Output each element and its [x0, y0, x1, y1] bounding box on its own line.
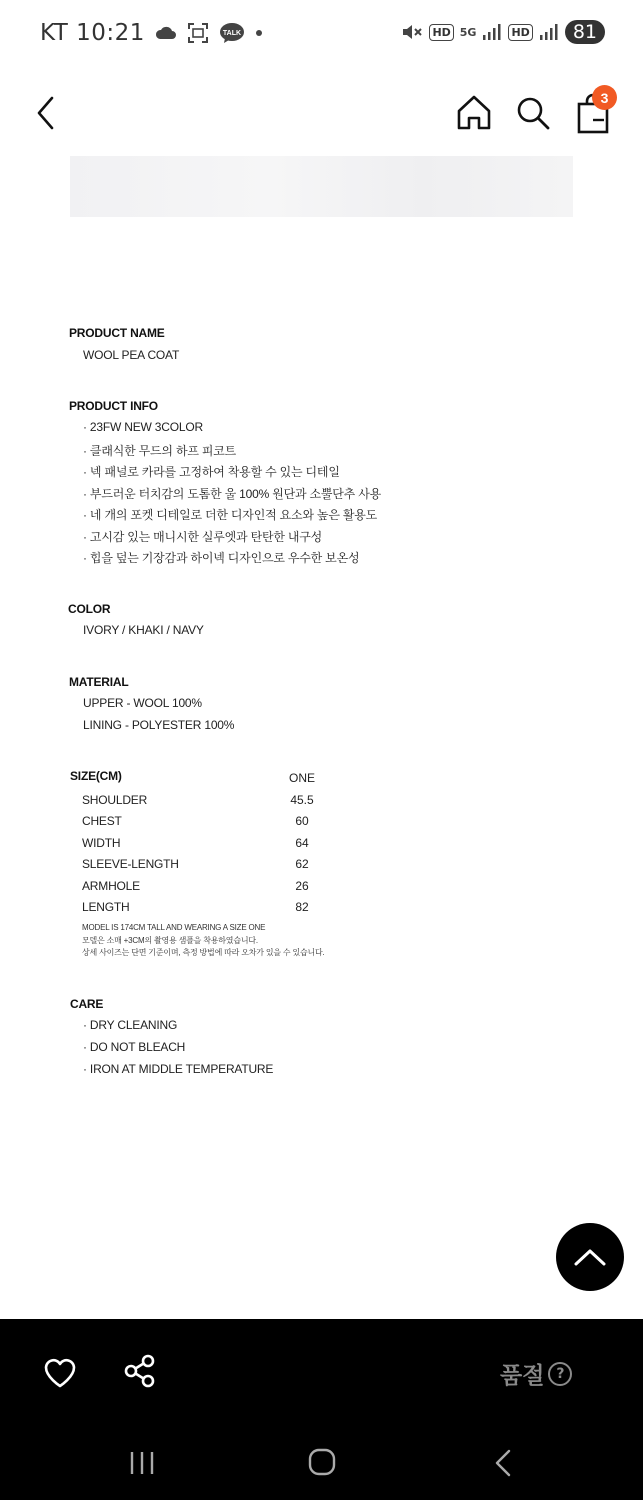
- status-time: KT 10:21: [40, 20, 145, 46]
- scroll-to-top-button[interactable]: [556, 1223, 624, 1291]
- soldout-status: [500, 1357, 572, 1390]
- info-line: · 클래식한 무드의 하프 피코트: [83, 444, 237, 458]
- recent-apps-button[interactable]: [128, 1451, 156, 1475]
- home-icon: [453, 92, 495, 134]
- size-value: 82: [295, 900, 309, 914]
- size-value: 60: [295, 814, 309, 828]
- size-heading: SIZE(CM): [70, 769, 122, 783]
- info-line: · 고시감 있는 매니시한 실루엣과 탄탄한 내구성: [83, 530, 323, 544]
- color-heading: COLOR: [68, 602, 111, 616]
- size-note: MODEL IS 174CM TALL AND WEARING A SIZE ONE: [82, 923, 266, 932]
- mute-icon: [401, 22, 423, 42]
- home-button[interactable]: [453, 92, 495, 134]
- recent-apps-icon: [128, 1451, 156, 1475]
- size-label: WIDTH: [82, 836, 121, 850]
- size-value: 45.5: [290, 793, 314, 807]
- android-navigation-bar: [0, 1425, 643, 1500]
- size-value: 62: [295, 857, 309, 871]
- hd-badge-2: HD: [508, 24, 532, 41]
- size-label: ARMHOLE: [82, 879, 140, 893]
- system-back-button[interactable]: [492, 1449, 514, 1477]
- chevron-up-icon: [573, 1247, 607, 1267]
- chevron-left-icon: [30, 94, 66, 132]
- cloud-icon: [155, 25, 177, 41]
- size-value: 26: [295, 879, 309, 893]
- info-line: · 넥 패널로 카라를 고정하여 착용할 수 있는 디테일: [83, 465, 340, 479]
- back-arrow-icon: [492, 1449, 514, 1477]
- material-heading: MATERIAL: [69, 675, 129, 689]
- size-label: SLEEVE-LENGTH: [82, 857, 179, 871]
- product-image-strip: [70, 156, 573, 217]
- wishlist-button[interactable]: [42, 1355, 78, 1391]
- care-line: · DRY CLEANING: [83, 1018, 178, 1032]
- care-line: · IRON AT MIDDLE TEMPERATURE: [83, 1062, 274, 1076]
- care-heading: CARE: [70, 997, 104, 1011]
- size-column-header: ONE: [288, 771, 315, 785]
- 5g-indicator: 5G: [459, 25, 477, 39]
- search-button[interactable]: [512, 92, 554, 134]
- size-note: 상세 사이즈는 단면 기준이며, 측정 방법에 따라 오차가 있을 수 있습니다.: [82, 948, 325, 957]
- search-icon: [512, 92, 554, 134]
- hd-badge: HD: [429, 24, 453, 41]
- product-name: WOOL PEA COAT: [83, 348, 180, 362]
- talk-label: TALK: [222, 30, 242, 37]
- kakaotalk-icon: [219, 22, 245, 44]
- info-line: · 힙을 덮는 기장감과 하이넥 디자인으로 우수한 보온성: [83, 551, 360, 565]
- signal-icon: [482, 23, 502, 41]
- bottom-action-bar: [0, 1319, 643, 1425]
- system-home-button[interactable]: [308, 1448, 336, 1476]
- product-info-heading: PRODUCT INFO: [69, 399, 158, 413]
- size-note: 모델은 소매 +3CM의 촬영용 샘플을 착용하였습니다.: [82, 936, 258, 945]
- dot-icon: [255, 29, 263, 37]
- signal-icon-2: [539, 23, 559, 41]
- size-label: LENGTH: [82, 900, 130, 914]
- top-nav: [0, 80, 643, 146]
- help-icon[interactable]: ?: [548, 1362, 572, 1386]
- product-name-heading: PRODUCT NAME: [69, 326, 165, 340]
- status-bar: [0, 0, 643, 72]
- share-icon: [122, 1353, 158, 1389]
- home-circle-icon: [308, 1448, 336, 1476]
- size-label: CHEST: [82, 814, 122, 828]
- material-line: UPPER - WOOL 100%: [83, 696, 202, 710]
- care-line: · DO NOT BLEACH: [83, 1040, 186, 1054]
- color-values: IVORY / KHAKI / NAVY: [83, 623, 204, 637]
- soldout-label: 품절: [500, 1363, 545, 1389]
- screenshot-icon: [187, 22, 209, 44]
- battery-indicator: 81: [565, 20, 605, 44]
- back-button[interactable]: [30, 94, 66, 132]
- size-label: SHOULDER: [82, 793, 148, 807]
- info-line: · 네 개의 포켓 디테일로 더한 디자인적 요소와 높은 활용도: [83, 508, 378, 522]
- share-button[interactable]: [122, 1353, 158, 1389]
- info-line: · 부드러운 터치감의 도톰한 울 100% 원단과 소뿔단추 사용: [83, 487, 381, 501]
- heart-icon: [42, 1355, 78, 1391]
- cart-count-badge: 3: [592, 85, 617, 110]
- size-value: 64: [295, 836, 309, 850]
- info-line: · 23FW NEW 3COLOR: [83, 420, 203, 434]
- material-line: LINING - POLYESTER 100%: [83, 718, 235, 732]
